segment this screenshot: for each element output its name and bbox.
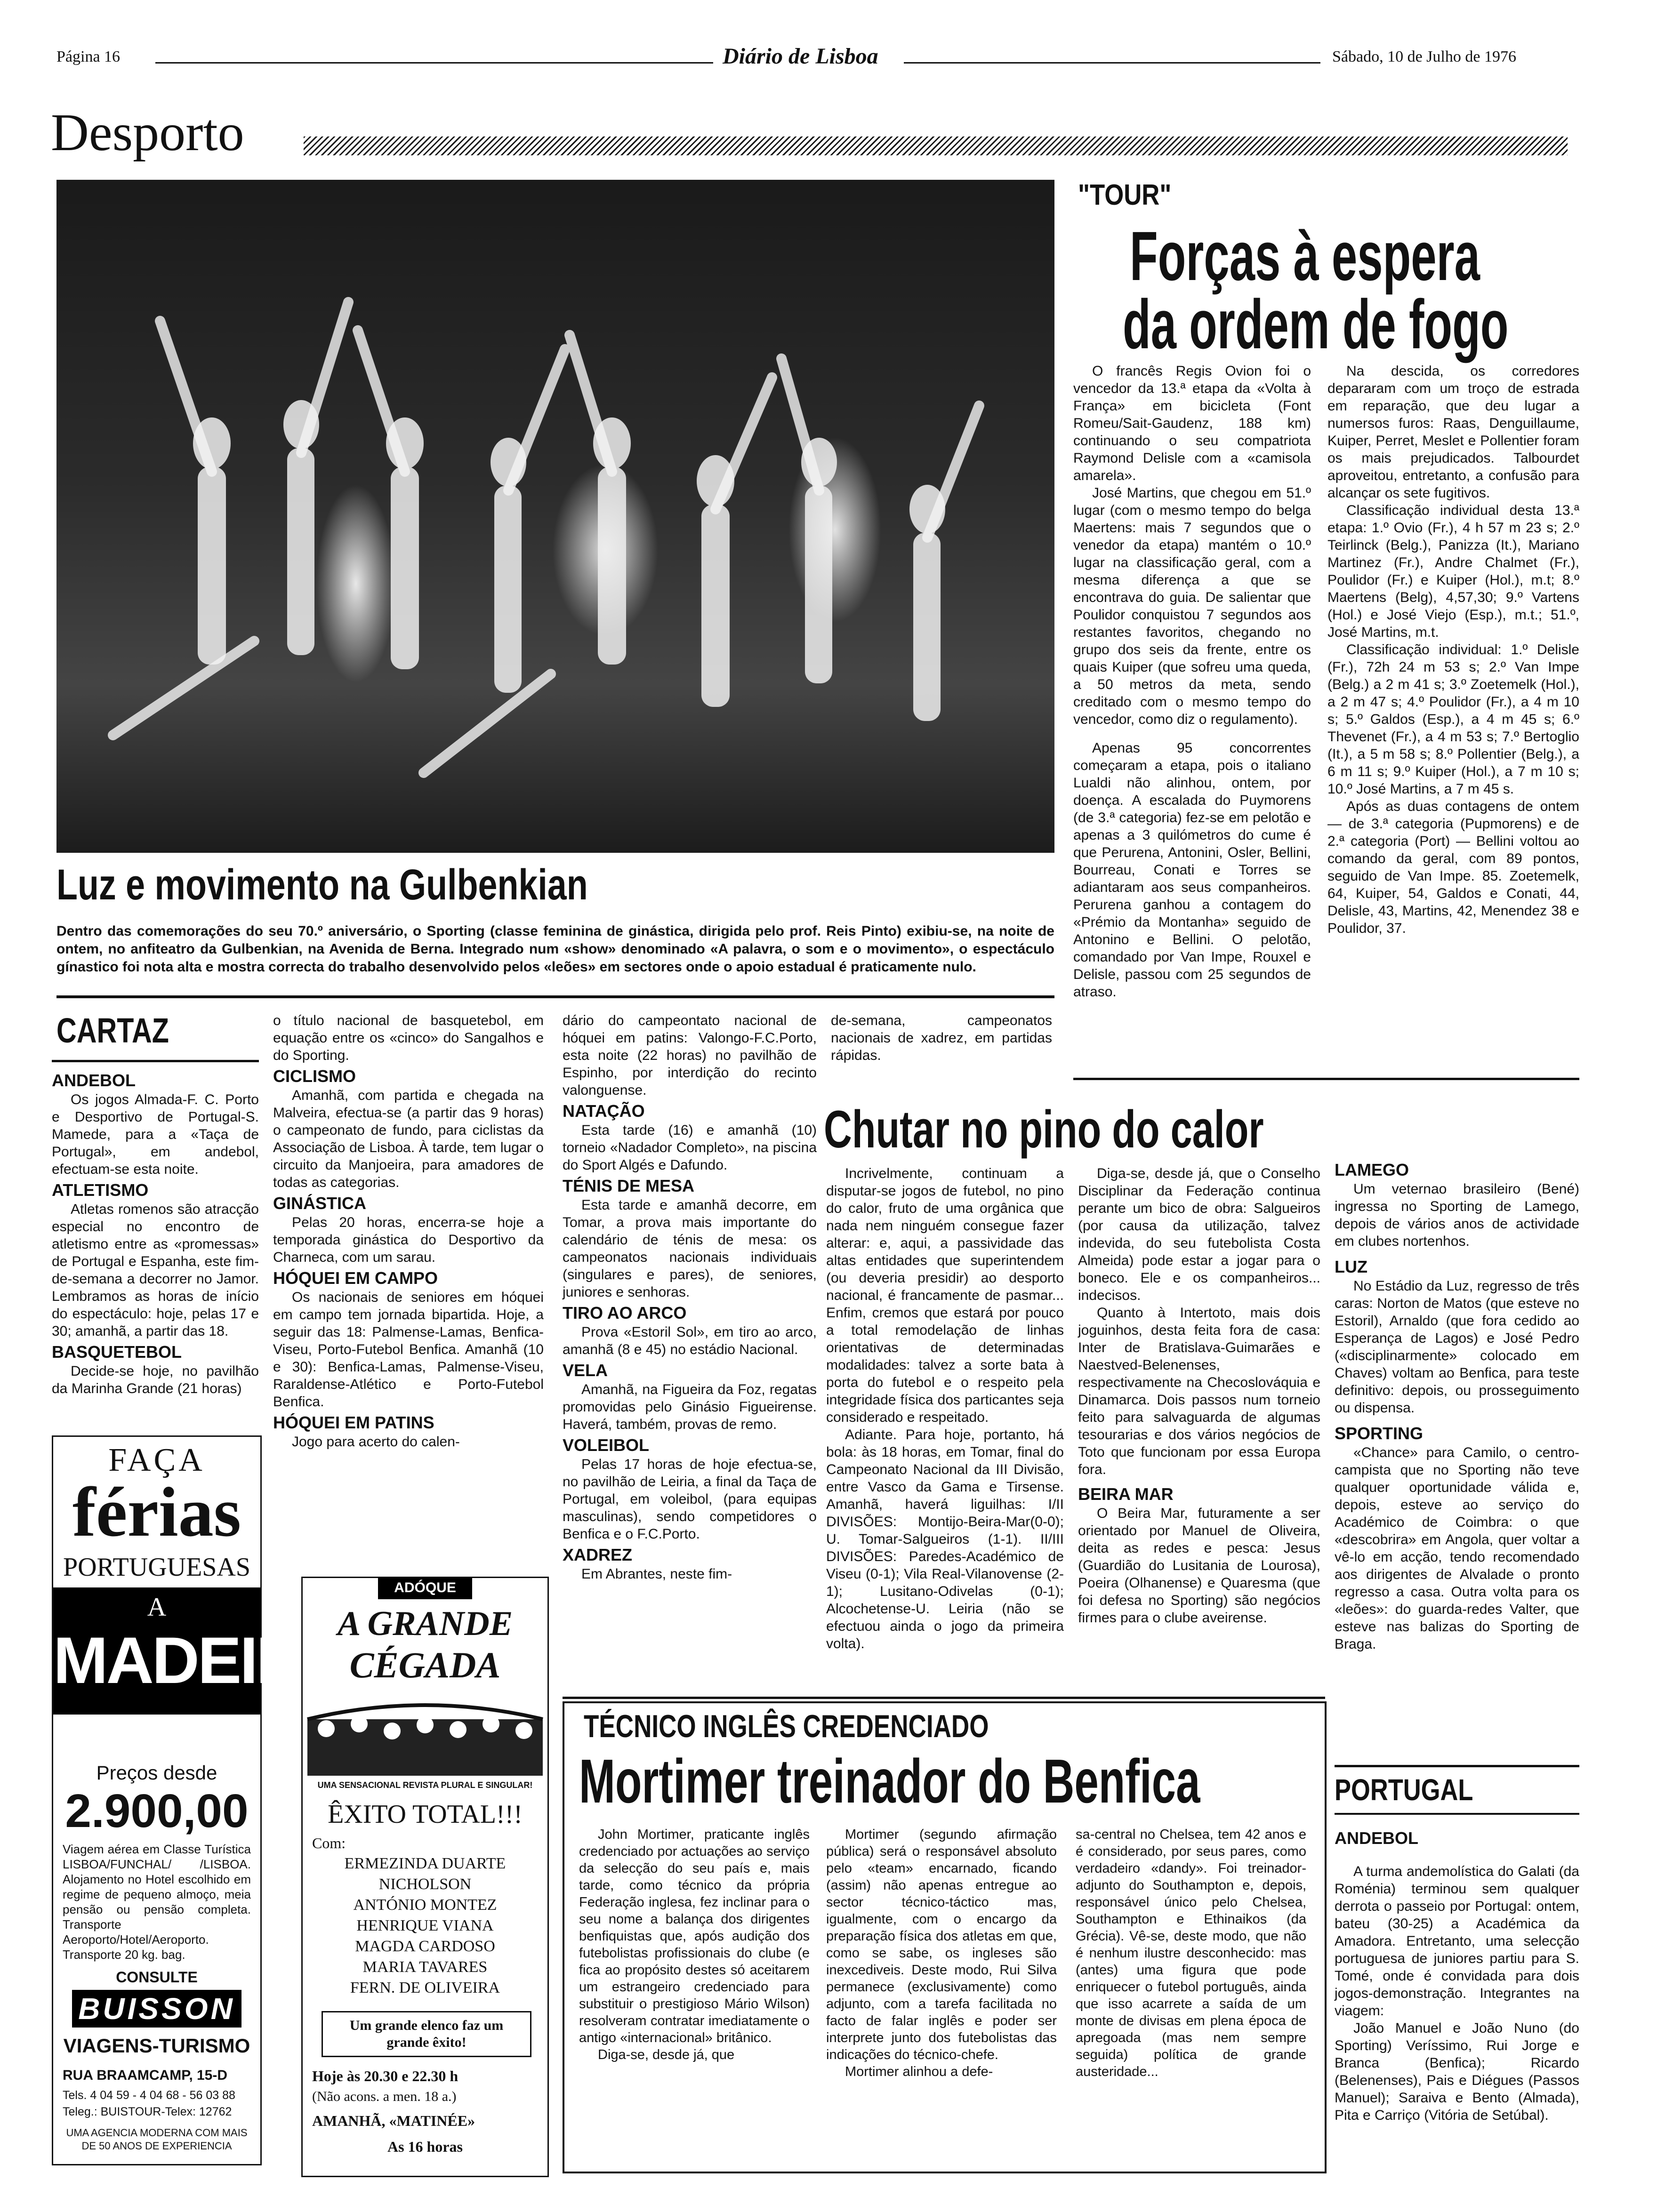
ad-faca: FAÇA — [108, 1442, 205, 1478]
ad-ferias-madeira — [52, 1435, 348, 2165]
sporting-heading: SPORTING — [1335, 1424, 1424, 1443]
ad-viagens: VIAGENS-TURISMO — [63, 2035, 250, 2057]
cast-member: NICHOLSON — [378, 1875, 472, 1893]
clubs-bottom-rule — [1335, 1765, 1579, 1767]
masthead-rule-right — [904, 62, 1320, 64]
cartaz-heading: ANDEBOL — [52, 1071, 136, 1090]
cartaz-text: Amanhã, na Figueira da Foz, regatas promovidas pelo Ginásio Figueirense. Haverá, também, provas de remo. — [563, 1382, 817, 1432]
section-hatch-rule — [304, 136, 1568, 155]
cast-member: MARIA TAVARES — [362, 1958, 488, 1976]
ad-telegram: Teleg.: BUISTOUR-Telex: 12762 — [63, 2105, 232, 2118]
ad-grande-cegada — [301, 1577, 549, 2177]
ad-precos: Preços desde — [96, 1762, 217, 1784]
tour-bottom-rule — [1073, 1078, 1579, 1080]
ad-cegada-exito: ÊXITO TOTAL!!! — [328, 1800, 523, 1829]
tour-paragraph: Classificação individual desta 13.ª etapa: 1.º Ovio (Fr.), 4 h 57 m 23 s; 2.º Teirlinck (Belg.), Panizza (It.), Mariano Martinez (Fr.), Andre Chalmet (Fr.), Poulidor (Fr.) e Kuiper (Hol.), m.t; 8.º Maertens (Belg), 4,57,30; 9.º Vartens (Hol.) e José Viejo (Esp.), m.t.; 51.º, José Martins, m.t. — [1327, 503, 1579, 640]
ad-cegada-com: Com: — [312, 1835, 346, 1851]
tour-column-2 — [1327, 362, 1579, 937]
cartaz-heading: XADREZ — [563, 1545, 633, 1564]
portugal-andebol-heading: ANDEBOL — [1335, 1828, 1418, 1848]
tour-headline-line1: Forças à espera — [1130, 217, 1480, 295]
cartaz-text: Esta tarde (16) e amanhã (10) torneio «Nadador Completo», na piscina do Sport Algés e Dafundo. — [563, 1122, 817, 1173]
mortimer-paragraph: sa-central no Chelsea, tem 42 anos e é considerado, por seus pares, como verdadeiro «dandy». Foi treinador-adjunto do Southampton e, depois, responsável único pelo Chelsea, Southampton e Ethinaikos (da Grécia). Vê-se, deste modo, que não é nenhum ilustre desconhecido: mas (antes) uma figura que pode enriquecer o futebol português, ainda que isso acarrete a saída de um monte de divisas em plena época de apregoada (mas nem sempre seguida) política de grande austeridade... — [1076, 1827, 1306, 2079]
ad-cegada-tagline: UMA SENSACIONAL REVISTA PLURAL E SINGULAR! — [317, 1780, 533, 1790]
ad-price: 2.900,00 — [65, 1785, 249, 1837]
portugal-text: A turma andemolística do Galati (da Roménia) terminou sem qualquer derrota o passeio por Portugal: ontem, bateu (30-25) a Académica da Amadora. Entretanto, uma selecção portuguesa de juniores partiu para S. Tomé, onde é convidada para dois jogos-demonstração. Integrantes na viagem: — [1335, 1864, 1579, 2019]
ad-footer: UMA AGENCIA MODERNA COM MAIS DE 50 ANOS DE EXPERIENCIA — [66, 2127, 248, 2152]
cartaz-heading: BASQUETEBOL — [52, 1342, 182, 1362]
cartaz-text: Amanhã, com partida e chegada na Malveira, efectua-se (a partir das 9 horas) o campeonato de fundo, para ciclistas da Associação de Lisboa. À tarde, tem lugar o circuito da Manjoeira, para amadores de todas as categorias. — [273, 1088, 544, 1190]
tour-kicker: "TOUR" — [1078, 179, 1172, 211]
ad-portuguesas: PORTUGUESAS — [63, 1553, 251, 1582]
ad-a: A — [147, 1593, 167, 1622]
ad-cegada-box: Um grande elenco faz um grande êxito! — [322, 2011, 531, 2057]
cartaz-column-1 — [52, 1068, 259, 1397]
tour-paragraph: Apenas 95 concorrentes começaram a etapa, pois o italiano Lualdi não alinhou, ontem, por doença. A escalada do Puymorens (de 3.ª categoria) fez-se em pelotão e apenas a 3 quilómetros do cume é que Perurena, Antonini, Osler, Bellini, Bourreau, Conati e Torres se adiantaram aos seus companheiros. Perurena ganhou a contagem do «Prémio da Montanha» seguido de Antonino e Bellini. O pelotão, comandado por Van Impe, Rouxel e Delisle, passou com 25 segundos de atraso. — [1073, 740, 1311, 1000]
tour-paragraph: Classificação individual: 1.º Delisle (Fr.), 72h 24 m 53 s; 2.º Van Impe (Belg.) a 2 m 41 s; 3.º Zoetemelk (Hol.), a 2 m 47 s; 4.º Poulidor (Fr.), a 4 m 10 s; 5.º Galdos (Esp.), a 4 m 45 s; 6.º Thevenet (Fr.), a 4 m 53 s; 7.º Bertoglio (It.), a 5 m 58 s; 8.º Pollentier (Belg.), a 6 m 11 s; 9.º Kuiper (Hol.), a 7 m 10 s; 10.º José Martins, a 7 m 45 s. — [1327, 642, 1579, 797]
cast-member: HENRIQUE VIANA — [356, 1917, 494, 1934]
cartaz-text: Prova «Estoril Sol», em tiro ao arco, amanhã (8 e 45) no estádio Nacional. — [563, 1324, 817, 1357]
mortimer-paragraph: Mortimer (segundo afirmação pública) será o responsável absoluto pelo «team» encarnado, ficando (assim) não apenas entregue ao sector técnico-táctico mas, igualmente, com o encargo da preparação física dos atletas em que, como se sabe, os ingleses são inexcediveis. Deste modo, Rui Silva permanece (exclusivamente) como adjunto, com a tarefa facilitada no facto de falar inglês e poder ser interprete junto dos futebolistas das indicações do técnico-chefe. — [826, 1827, 1057, 2062]
cartaz-title: CARTAZ — [56, 1011, 169, 1050]
cartaz-text: Esta tarde e amanhã decorre, em Tomar, a prova mais importante do calendário de ténis de mesa: os campeonatos nacionais individuais (singulares e pares), de seniores, juniores e senhoras. — [563, 1197, 817, 1300]
ad-address: RUA BRAAMCAMP, 15-D — [63, 2068, 228, 2083]
cartaz-text: dário do campeontato nacional de hóquei em patins: Valongo-F.C.Porto, esta noite (22 horas) no pavilhão de Espinho, por interdição do recinto valonguense. — [563, 1013, 817, 1098]
mortimer-column-3 — [1076, 1826, 1306, 2080]
cartaz-heading: HÓQUEI EM PATINS — [273, 1413, 434, 1432]
cartaz-text: Os jogos Almada-F. C. Porto e Desportivo de Portugal-S. Mamede, para a «Taça de Portugal», em andebol, efectuam-se esta noite. — [52, 1092, 259, 1177]
photo-headline: Luz e movimento na Gulbenkian — [56, 861, 588, 909]
mortimer-column-1 — [579, 1826, 810, 2063]
cartaz-text: Decide-se hoje, no pavilhão da Marinha Grande (21 horas) — [52, 1363, 259, 1396]
mortimer-headline: Mortimer treinador do Benfica — [579, 1747, 1200, 1816]
luz-text: No Estádio da Luz, regresso de três caras: Norton de Matos (que esteve no Estoril), Arnaldo (que fora cedido ao Esperança de Lagos) e José Pedro («disciplinarmente» colocado em Chaves) voltam ao Benfica, para teste definitivo: depois, ou prosseguimento ou dispensa. — [1335, 1278, 1579, 1416]
ad-cegada-crowd-illustration — [307, 1691, 543, 1776]
lamego-heading: LAMEGO — [1335, 1160, 1409, 1179]
cartaz-text: Jogo para acerto do calen- — [292, 1434, 460, 1450]
chutar-bottom-rule — [563, 1697, 1325, 1699]
portugal-text: João Manuel e João Nuno (do Sporting) Veríssimo, Rui Jorge e Branca (Benfica); Ricardo (Belenenses), Pais e Diégues (Passos Manuel); Saraiva e Bento (Almada), Pita e Carriço (Vitória de Setúbal). — [1335, 2020, 1579, 2123]
mortimer-column-2 — [826, 1826, 1057, 2080]
tour-paragraph: José Martins, que chegou em 51.º lugar (com o mesmo tempo do belga Maertens: mais 7 segundos que o venedor da etapa) mantém o 10.º lugar na classificação geral, com a mesma diferença a que se encontrava do guia. De salientar que Poulidor conquistou 7 segundos aos restantes favoritos, chegando no grupo dos seis da frente, entre os quais Kuiper (que sofreu uma queda, a 50 metros da meta, sendo creditado com o mesmo tempo do vencedor, como diz o regulamento). — [1073, 485, 1311, 727]
newspaper-name: Diário de Lisboa — [723, 44, 878, 69]
chutar-headline: Chutar no pino do calor — [824, 1100, 1264, 1159]
beira-mar-heading: BEIRA MAR — [1078, 1484, 1174, 1504]
ad-cegada-note: (Não acons. a men. 18 a.) — [312, 2089, 457, 2104]
cartaz-heading: TÉNIS DE MESA — [563, 1176, 695, 1195]
page-number: Página 16 — [56, 48, 121, 65]
ad-consulte: CONSULTE — [116, 1969, 198, 1986]
photo-caption: Dentro das comemorações do seu 70.º aniversário, o Sporting (classe feminina de ginástica, dirigida pelo prof. Reis Pinto) exibiu-se, na noite de ontem, no anfiteatro da Gulbenkian, na Avenida de Berna. Integrado num «show» denominado «A palavra, o som e o movimento», o espectáculo gínastico foi nota alta e mostra correcta do trabalho desenvolvido pelos «leões» em sectores onde o apoio estadual é praticamente nulo. — [56, 923, 1054, 975]
ad-cegada-title-1: A GRANDE — [337, 1604, 513, 1643]
gymnasts-silhouettes — [56, 180, 1054, 853]
sporting-text: «Chance» para Camilo, o centro-campista que no Sporting não teve qualquer oportunidade válida e, depois, esteve ao serviço do Académico de Coimbra: o que «descobrira» em Angola, quer voltar a vê-lo em acção, tendo recomendado aos dirigentes de Alvalade o pronto regresso a casa. Outra volta para os «leões»: do guarda-redes Valter, que esteve nas balizas do Sporting de Braga. — [1335, 1445, 1579, 1652]
masthead-rule-left — [155, 62, 713, 64]
cast-member: FERN. DE OLIVEIRA — [350, 1979, 500, 1996]
chutar-paragraph: Diga-se, desde já, que o Conselho Disciplinar da Federação continua perante um bico de obra: Salgueiros (por causa da utilização, talvez indevida, do seu futebolista Costa Almeida) pode estar a jogar para o boneco. Ele e os companheiros... indecisos. — [1078, 1166, 1320, 1303]
ad-telephones: Tels. 4 04 59 - 4 04 68 - 56 03 88 — [63, 2089, 235, 2102]
tour-headline-line2: da ordem de fogo — [1123, 286, 1509, 363]
cartaz-heading: VELA — [563, 1361, 608, 1380]
cartaz-column-2 — [273, 1012, 544, 1451]
cartaz-text: o título nacional de basquetebol, em equação entre os «cinco» do Sangalhos e do Sporting. — [273, 1013, 544, 1063]
ad-cegada-top: ADÓQUE — [394, 1580, 456, 1595]
ad-madeira: MADEIRA — [53, 1623, 348, 1697]
ad-ferias-word: férias — [72, 1473, 241, 1551]
cartaz-title-rule — [52, 1060, 259, 1062]
lamego-text: Um veternao brasileiro (Bené) ingressa no Sporting de Lamego, depois de vários anos de actividade em clubes nortenhos. — [1335, 1181, 1579, 1249]
mortimer-kicker: TÉCNICO INGLÊS CREDENCIADO — [584, 1708, 989, 1744]
beira-mar-text: O Beira Mar, futuramente a ser orientado por Manuel de Oliveira, deita as redes e pesca: Jesus (Guardião do Lusitania de Lourosa), Poeira (Olhanense) e Quaresma (que foi defesa no Sporting) são negócios firmes para o clube aveirense. — [1078, 1506, 1320, 1626]
cartaz-column-3 — [563, 1012, 817, 1583]
portugal-title: PORTUGAL — [1335, 1773, 1473, 1807]
tour-paragraph: Na descida, os corredores depararam com um troço de estrada em reparação, que deu lugar a numersos furos: Raas, Denguillaume, Kuiper, Perret, Meslet e Pollentier foram os mais prejudicados. Talbourdet aproveitou, entretanto, a confusão para alcançar os sete fugitivos. — [1327, 363, 1579, 501]
cartaz-text: Os nacionais de seniores em hóquei em campo tem jornada bipartida. Hoje, a seguir das 18: Palmense-Lamas, Benfica-Viseu, Porto-Futebol Benfica. Amanhã (10 e 30): Benfica-Lamas, Palmense-Viseu, Raraldense-Atlético e Porto-Futebol Benfica. — [273, 1290, 544, 1410]
ad-brand: BUISSON — [78, 1992, 235, 2026]
tour-paragraph: Após as duas contagens de ontem — de 3.ª categoria (Pupmorens) e de 2.ª categoria (Port) — Bellini voltou ao comando da geral, com 89 pontos, seguido de Van Impe. 85. Zoetemelk, 64, Kuiper, 54, Galdos e Conati, 44, Delisle, 43, Martins, 42, Menendez 38 e Poulidor, 37. — [1327, 799, 1579, 936]
issue-date: Sábado, 10 de Julho de 1976 — [1332, 48, 1516, 65]
mortimer-paragraph: Mortimer alinhou a defe- — [845, 2064, 993, 2079]
ad-cegada-amanha: AMANHÃ, «MATINÉE» — [312, 2112, 475, 2129]
section-title: Desporto — [51, 104, 244, 162]
cartaz-text: Pelas 20 horas, encerra-se hoje a temporada ginástica do Desportivo da Charneca, com um sarau. — [273, 1215, 544, 1265]
clubs-column — [1335, 1158, 1579, 1653]
cartaz-heading: VOLEIBOL — [563, 1435, 650, 1455]
cartaz-text: Em Abrantes, neste fim- — [581, 1566, 732, 1582]
cast-member: ERMEZINDA DUARTE — [344, 1855, 506, 1872]
chutar-paragraph: Incrivelmente, continuam a disputar-se jogos de futebol, no pino do calor, fruto de uma orgânica que nada nem ninguém consegue fazer alterar: e, aqui, a passividade das altas entidades que superintendem (ou deveria presidir) ao desporto nacional, é francamente de pasmar... Enfim, cremos que estará por pouco a total remodelação de linhas orientativas de determinadas modalidades: talvez a sorte bata à porta do futebol e o respeito pela integridade física dos particantes seja considerado e respeitado. — [826, 1166, 1064, 1425]
cartaz-text: Atletas romenos são atracção especial no encontro de atletismo entre as «promessas» de Portugal e Espanha, este fim-de-semana a decorrer no Jamor. Lembramos as horas de início do espectáculo: hoje, pelas 17 e 30; amanhã, a partir das 18. — [52, 1202, 259, 1339]
cartaz-text: de-semana, campeonatos nacionais de xadrez, em partidas rápidas. — [831, 1013, 1052, 1063]
chutar-paragraph: Quanto à Intertoto, mais dois joguinhos, desta feita fora de casa: Inter de Bratislava-Guimarães e Naestved-Belenenses, respectivamente na Checoslováquia e Dinamarca. Dois passos num torneio feito para salvaguarda de algumas tesourarias e dos vários negócios de Toto que funcionam por essa Europa fora. — [1078, 1305, 1320, 1477]
chutar-paragraph: Adiante. Para hoje, portanto, há bola: às 18 horas, em Tomar, final do Campeonato Nacional da III Divisão, entre Vasco da Gama e Tirsense. Amanhã, haverá liguilhas: I/II DIVISÕES: Montijo-Beira-Mar(0-0); U. Tomar-Salgueiros (1-1). II/III DIVISÕES: Paredes-Académico de Viseu (0-1); Vila Real-Vilanovense (2-1); Lusitano-Odivelas (0-1); Alcochetense-U. Leiria (não se efectuou ainda o jogo da primeira volta). — [826, 1427, 1064, 1651]
chutar-column-1 — [826, 1165, 1064, 1652]
cartaz-heading: NATAÇÃO — [563, 1101, 645, 1121]
chutar-column-2 — [1078, 1165, 1320, 1627]
cartaz-heading: CICLISMO — [273, 1066, 356, 1086]
tour-paragraph: O francês Regis Ovion foi o vencedor da 13.ª etapa da «Volta à França» em bicicleta (Font Romeu/Sait-Gaudenz, 188 km) continuando o seu compatriota Raymond Delisle com a «camisola amarela». — [1073, 363, 1311, 483]
photo-bottom-rule — [56, 995, 1054, 998]
cartaz-text: Pelas 17 horas de hoje efectua-se, no pavilhão de Leiria, a final da Taça de Portugal, em voleibol, (para equipas masculinas), sendo competidores o Benfica e o F.C.Porto. — [563, 1457, 817, 1542]
cartaz-heading: HÓQUEI EM CAMPO — [273, 1268, 438, 1288]
ad-cegada-title-2: CÉGADA — [349, 1644, 501, 1685]
ad-cegada-hours: Hoje às 20.30 e 22.30 h — [312, 2068, 458, 2084]
ad-cegada-as16: As 16 horas — [387, 2138, 463, 2155]
cast-member: MAGDA CARDOSO — [355, 1938, 495, 1955]
ad-cegada-cast — [303, 1853, 547, 1998]
cartaz-column-4 — [831, 1012, 1052, 1064]
cartaz-heading: TIRO AO ARCO — [563, 1303, 687, 1322]
cartaz-heading: ATLETISMO — [52, 1180, 149, 1200]
luz-heading: LUZ — [1335, 1257, 1367, 1276]
ad-description: Viagem aérea em Classe Turística LISBOA/FUNCHAL/ /LISBOA. Alojamento no Hotel escolhido em regime de pequeno almoço, meia pensão ou pensão completa. Transporte Aeroporto/Hotel/Aeroporto. Transporte 20 kg. bag. — [63, 1842, 251, 1962]
cast-member: ANTÓNIO MONTEZ — [353, 1896, 497, 1914]
tour-column-1 — [1073, 362, 1311, 1001]
portugal-title-rule — [1335, 1813, 1579, 1815]
gymnastics-photo — [56, 180, 1054, 853]
cartaz-heading: GINÁSTICA — [273, 1194, 366, 1213]
mortimer-paragraph: Diga-se, desde já, que — [598, 2047, 735, 2062]
portugal-column — [1335, 1826, 1579, 2124]
mortimer-paragraph: John Mortimer, praticante inglês credenciado por actuações ao serviço da selecção do seu país e, mais tarde, como técnico da própria Federação inglesa, fez inclinar para o seu nome a balança dos dirigentes benfiquistas que, após audição dos futebolistas profissionais do clube (e fica ao propósito destes só aceitarem um estrangeiro credenciado para substituir o prestigioso Mário Wilson) resolveram contratar imediatamente o antigo «internacional» britânico. — [579, 1827, 810, 2045]
